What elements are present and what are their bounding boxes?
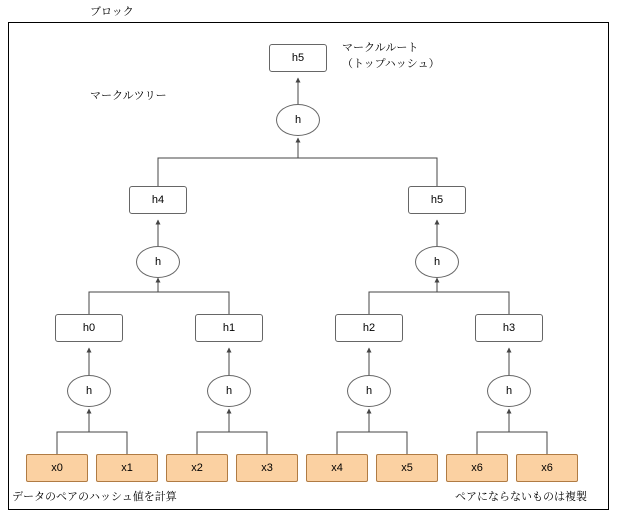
leaf-x0: x0 bbox=[26, 454, 88, 482]
leaf-x6-a: x6 bbox=[446, 454, 508, 482]
node-h0: h0 bbox=[55, 314, 123, 342]
hash-oval-root: h bbox=[276, 104, 320, 136]
node-h5-right: h5 bbox=[408, 186, 466, 214]
merkle-root-label-line2: （トップハッシュ） bbox=[342, 58, 440, 70]
leaf-x6-b: x6 bbox=[516, 454, 578, 482]
merkle-tree-label: マークルツリー bbox=[90, 90, 167, 102]
node-root-h5: h5 bbox=[269, 44, 327, 72]
hash-oval-l3: h bbox=[487, 375, 531, 407]
hash-oval-l2: h bbox=[347, 375, 391, 407]
hash-oval-left: h bbox=[136, 246, 180, 278]
merkle-root-label-line1: マークルルート bbox=[342, 42, 419, 54]
node-h3: h3 bbox=[475, 314, 543, 342]
leaf-x2: x2 bbox=[166, 454, 228, 482]
duplicate-note: ペアにならないものは複製 bbox=[455, 491, 587, 503]
hash-oval-right: h bbox=[415, 246, 459, 278]
hash-oval-l0: h bbox=[67, 375, 111, 407]
hash-oval-l1: h bbox=[207, 375, 251, 407]
leaf-x3: x3 bbox=[236, 454, 298, 482]
pair-hash-note: データのペアのハッシュ値を計算 bbox=[12, 491, 177, 503]
leaf-x1: x1 bbox=[96, 454, 158, 482]
node-h4: h4 bbox=[129, 186, 187, 214]
leaf-x4: x4 bbox=[306, 454, 368, 482]
block-caption: ブロック bbox=[90, 6, 134, 18]
leaf-x5: x5 bbox=[376, 454, 438, 482]
node-h2: h2 bbox=[335, 314, 403, 342]
node-h1: h1 bbox=[195, 314, 263, 342]
